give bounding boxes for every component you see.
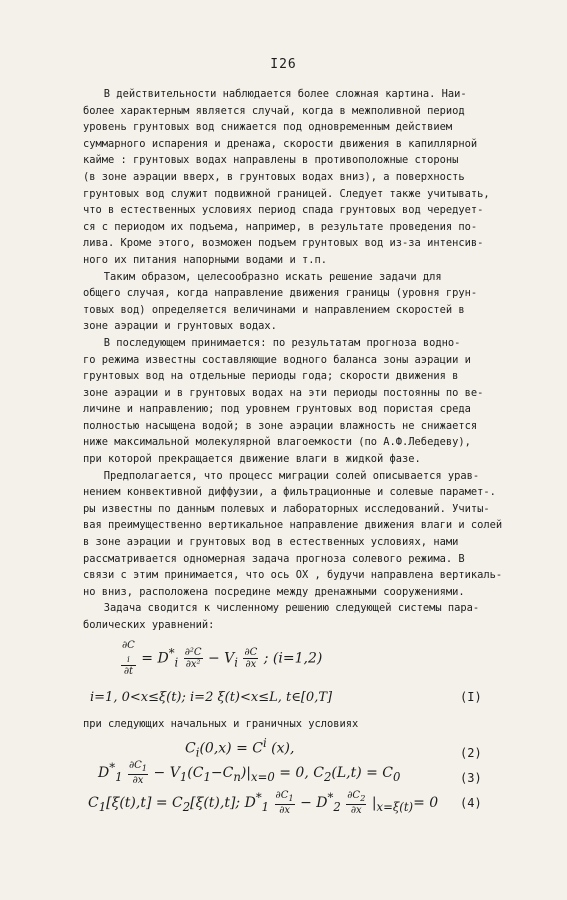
text-line: нением конвективной диффузии, а фильтрационные и солевые парамет-. — [83, 486, 496, 499]
text-line: зоне аэрации и в грунтовых водах на эти периоды постоянны по ве- — [83, 386, 484, 399]
text-line: вая преимущественно вертикальное направление движения влаги и солей — [83, 519, 503, 532]
text-line: грунтовых вод служит подвижной границей. Следует также учитывать, — [83, 187, 490, 200]
text-line: связи с этим принимается, что ось ОХ , будучи направлена вертикаль- — [83, 569, 503, 582]
equation-3-number: (3) — [460, 771, 482, 785]
text-line: Таким образом, целесообразно искать решение задачи для — [103, 270, 442, 283]
text-line: в зоне аэрации и грунтовых вод в естественных условиях, нами — [83, 536, 459, 549]
text-line: ного их питания напорными водами и т.п. — [83, 253, 327, 266]
text-line: го режима известны составляющие водного баланса зоны аэрации и — [83, 353, 471, 366]
text-line: личине и направлению; под уровнем грунтовых вод пористая среда — [83, 403, 471, 416]
equation-3: $D^*_1$ $\frac{\partial C_1}{\partial x}$ − $V_1(C_1-C_n)|_{x=0} = 0$, $C_2(L,t) = C_0$ — [98, 760, 401, 786]
text-line: ры известны по данным полевых и лабораторных исследований. Учиты- — [83, 502, 490, 515]
equation-2: $C_i(0,x) = C^i$ (x), — [185, 736, 295, 760]
text-line: общего случая, когда направление движения границы (уровня грун- — [83, 287, 478, 300]
equation-1: ∂C $_i$ ∂t = $D^*_i$ $\frac{\text{∂²C}}{\text{∂x²}}$ − $V_i$ $\frac{\partial C}{\partial x}$ ; (i=1,2) — [122, 640, 323, 677]
page-number: I26 — [270, 57, 297, 72]
equation-4: $C_1[\xi(t),t] = C_2[\xi(t),t]$; $D^*_1$ $\frac{\partial C_1}{\partial x}$ − $D^*_2$ $\frac{\partial C_2}{\partial x}$ $|_{x=\xi(t)}= 0$ — [88, 790, 439, 816]
conditions-intro: при следующих начальных и граничных условиях — [83, 718, 359, 730]
equation-1-number: (I) — [460, 690, 482, 704]
paragraph — [83, 468, 523, 601]
equation-1-domain: i=1, 0<x≤ξ(t); i=2 ξ(t)<x≤L, t∈[0,T] — [90, 690, 333, 705]
equation-2-number: (2) — [460, 746, 482, 760]
text-line: зоне аэрации и грунтовых водах. — [83, 320, 277, 333]
text-line: более характерным является случай, когда в межполивной период — [83, 104, 465, 117]
paragraph — [83, 335, 523, 468]
text-line: уровень грунтовых вод снижается под одновременным действием — [83, 121, 453, 134]
paragraph — [83, 86, 523, 269]
text-line: В действительности наблюдается более сложная картина. Наи- — [103, 88, 467, 100]
text-line: рассматривается одномерная задача прогноза солевого режима. В — [83, 552, 465, 565]
text-line: полностью насыщена водой; в зоне аэрации влажность не снижается — [83, 419, 478, 432]
equation-block — [0, 638, 567, 828]
text-line: что в естественных условиях период спада грунтовых вод чередует- — [83, 204, 484, 217]
paragraph — [83, 600, 523, 633]
text-line: ся с периодом их подъема, например, в результате проведения по- — [83, 220, 478, 233]
text-line: лива. Кроме этого, возможен подъем грунтовых вод из-за интенсив- — [83, 237, 484, 250]
text-line: Задача сводится к численному решению следующей системы пара- — [103, 602, 480, 615]
paragraph — [83, 269, 523, 335]
text-line: товых вод) определяется величинами и направлением скоростей в — [83, 303, 465, 316]
text-line: кайме : грунтовых водах направлены в противоположные стороны — [83, 154, 459, 167]
text-line: но вниз, расположена посредине между дренажными сооружениями. — [83, 585, 465, 598]
text-line: при которой прекращается движение влаги в жидкой фазе. — [83, 453, 421, 466]
equation-4-number: (4) — [460, 796, 482, 810]
text-line: болических уравнений: — [83, 619, 215, 631]
text-line: суммарного испарения и дренажа, скорости движения в капиллярной — [83, 137, 478, 150]
text-line: грунтовых вод на отдельные периоды года; скорости движения в — [83, 370, 459, 383]
text-line: Предполагается, что процесс миграции солей описывается урав- — [103, 469, 480, 482]
document-body — [83, 86, 523, 634]
text-line: В последующем принимается: по результатам прогноза водно- — [103, 336, 461, 349]
text-line: (в зоне аэрации вверх, в грунтовых водах вниз), а поверхность — [83, 170, 465, 183]
text-line: ниже максимальной молекулярной влагоемкости (по А.Ф.Лебедеву), — [83, 436, 471, 449]
